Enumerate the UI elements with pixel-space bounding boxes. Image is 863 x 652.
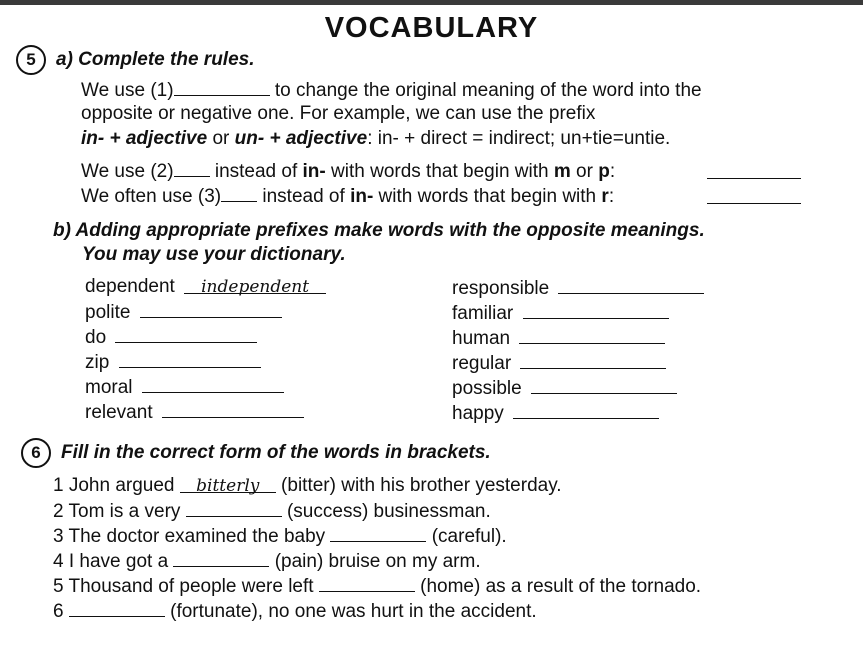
answer-field[interactable] [162,399,304,418]
sentence-text: 3 The doctor examined the baby [53,526,331,547]
sentence-text: (home) as a result of the tornado. [414,576,702,597]
rule-3-prefix: in- [350,186,374,207]
rule-1-line [81,77,702,103]
word-label: happy [452,403,504,424]
answer-field[interactable] [186,498,282,517]
rule-3-text: We often use (3) [81,186,222,207]
answer-field[interactable] [119,349,261,368]
word-label: polite [85,302,131,323]
sentence-text: 1 John argued [53,475,180,496]
rule-1-line-3 [81,127,670,151]
or-text: or [207,128,235,149]
answer-field[interactable] [69,598,165,617]
rule-2-text: with words that begin with [325,161,554,182]
word-label: human [452,328,511,349]
answer-field[interactable] [140,299,282,318]
word-item-polite [85,299,282,325]
sentence-text: 6 [53,601,69,622]
rule-3-line [81,183,614,209]
sentence-text: 5 Thousand of people were left [53,576,319,597]
example-text: : in- + direct = indirect; un+tie=untie. [367,128,671,149]
answer-field[interactable]: bitterly [180,474,276,493]
rule-3-text: with words that begin with [373,186,602,207]
word-label: familiar [452,303,514,324]
sentence-3 [53,523,507,549]
answer-field[interactable] [330,523,426,542]
sentence-text: 2 Tom is a very [53,501,186,522]
word-item-human [452,325,665,351]
answer-field[interactable] [523,300,669,319]
page-title: VOCABULARY [324,12,539,44]
answer-field[interactable] [142,374,284,393]
sentence-2 [53,498,491,524]
letter-p: p [598,161,610,182]
answer-field[interactable] [115,324,257,343]
exercise-6-number: 6 [21,438,51,468]
word-item-possible [452,375,677,401]
exercise-6-heading: Fill in the correct form of the words in brackets. [61,442,491,463]
answer-field[interactable] [558,275,704,294]
word-item-do [85,324,257,350]
blank-3[interactable] [221,183,257,202]
answer-field[interactable] [531,375,677,394]
blank-2-answer[interactable] [707,160,801,179]
sentence-6 [53,598,537,624]
prefix-un-adjective: un- + adjective [234,128,368,149]
word-label: possible [452,378,522,399]
word-item-regular [452,350,666,376]
top-border [0,0,863,5]
answer-field[interactable] [519,325,665,344]
answer-field[interactable]: independent [184,275,326,294]
word-item-responsible [452,275,704,301]
prefix-in-adjective: in- + adjective [81,128,208,149]
word-label: moral [85,377,133,398]
word-item-relevant [85,399,304,425]
rule-1-line-2: opposite or negative one. For example, we can use the prefix [81,103,596,124]
sentence-text: (fortunate), no one was hurt in the accident. [164,601,537,622]
word-label: relevant [85,402,153,423]
rule-2-prefix: in- [302,161,326,182]
exercise-5-number: 5 [16,45,46,75]
answer-field[interactable] [520,350,666,369]
sentence-text: (success) businessman. [281,501,491,522]
word-label: dependent [85,276,175,297]
word-label: responsible [452,278,550,299]
rule-2-text: We use (2) [81,161,174,182]
sentence-text: (careful). [426,526,507,547]
blank-3-answer[interactable] [707,185,801,204]
answer-field[interactable] [173,548,269,567]
blank-1[interactable] [174,77,270,96]
rule-3-text: instead of [257,186,351,207]
word-item-familiar [452,300,669,326]
word-item-zip [85,349,261,375]
word-item-moral [85,374,284,400]
answer-field[interactable] [319,573,415,592]
rule-2-colon: : [609,161,616,182]
rule-2-line [81,158,615,184]
exercise-5b-heading: b) Adding appropriate prefixes make words with the opposite meanings. [53,220,705,241]
word-label: regular [452,353,512,374]
answer-field[interactable] [513,400,659,419]
rule-2-text: instead of [209,161,303,182]
sentence-text: (bitter) with his brother yesterday. [275,475,562,496]
word-item-happy [452,400,659,426]
letter-r: r [601,186,609,207]
sentence-4 [53,548,481,574]
word-label: do [85,327,107,348]
exercise-5b-subheading: You may use your dictionary. [82,244,346,265]
word-item-dependent [85,274,326,299]
exercise-5a-heading: a) Complete the rules. [56,49,255,70]
sentence-5 [53,573,701,599]
sentence-text: (pain) bruise on my arm. [269,551,481,572]
letter-m: m [553,161,571,182]
sentence-text: 4 I have got a [53,551,174,572]
rule-3-colon: : [608,186,615,207]
rule-1-text-start: We use (1) [81,80,174,101]
sentence-1 [53,474,562,498]
rule-1-text-end: to change the original meaning of the word into the [269,80,702,101]
blank-2[interactable] [174,158,210,177]
rule-2-text: or [570,161,599,182]
word-label: zip [85,352,110,373]
